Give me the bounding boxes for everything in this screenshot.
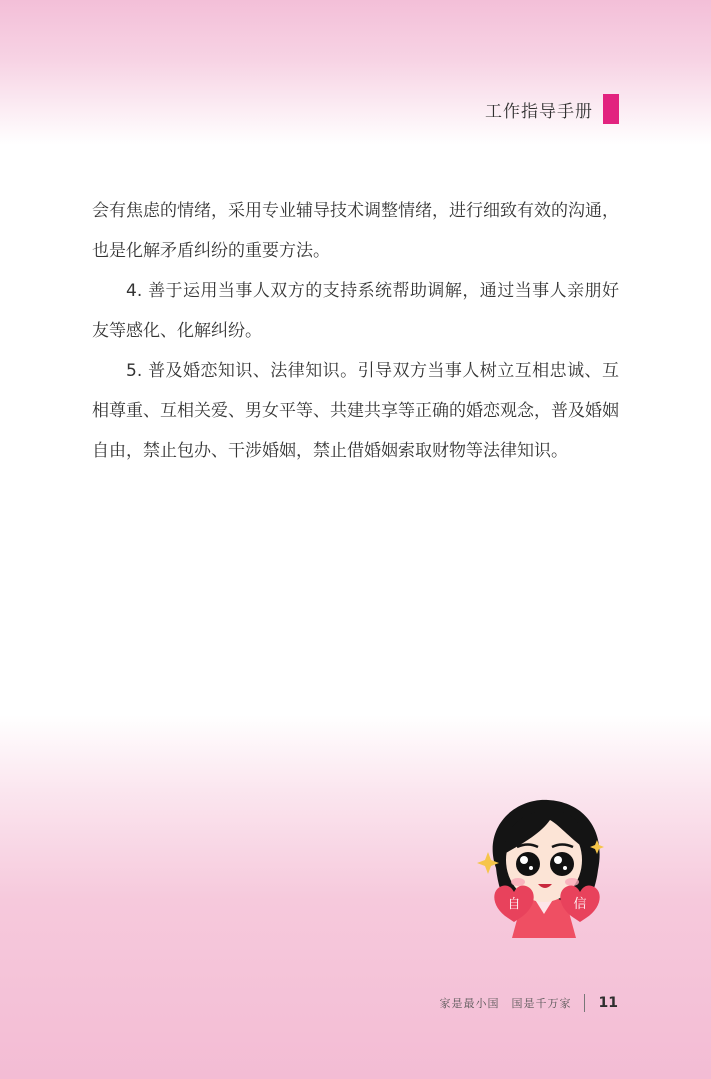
cartoon-woman-mascot-icon xyxy=(474,798,614,943)
footer-slogan: 家是最小国 国是千万家 xyxy=(439,997,572,1010)
sign-left-text: 自 xyxy=(507,897,521,912)
header-accent-bar xyxy=(603,94,619,124)
paragraph-continued: 会有焦虑的情绪，采用专业辅导技术调整情绪，进行细致有效的沟通，也是化解矛盾纠纷的重要方法。 xyxy=(92,201,619,261)
page-header xyxy=(485,94,619,124)
paragraph-item-5: 5. 普及婚恋知识、法律知识。引导双方当事人树立互相忠诚、互相尊重、互相关爱、男女平等、共建共享等正确的婚恋观念，普及婚姻自由，禁止包办、干涉婚姻，禁止借婚姻索取财物等法律知识。 xyxy=(92,361,619,461)
body-text xyxy=(92,191,619,471)
page-header-title: 工作指导手册 xyxy=(485,101,593,122)
paragraph-item-4: 4. 善于运用当事人双方的支持系统帮助调解，通过当事人亲朋好友等感化、化解纠纷。 xyxy=(92,281,619,341)
page-footer xyxy=(440,992,618,1014)
sign-right-text: 信 xyxy=(573,897,587,912)
footer-divider xyxy=(584,994,585,1012)
page-number: 11 xyxy=(598,995,618,1011)
